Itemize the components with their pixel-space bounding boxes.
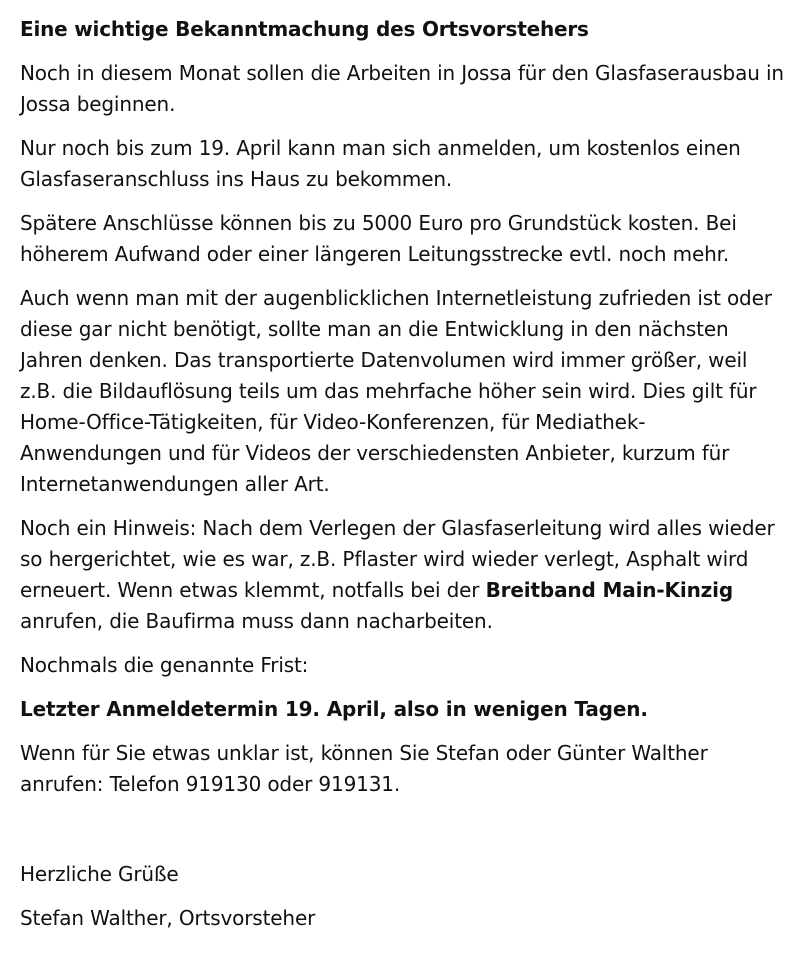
restoration-note-text: Noch ein Hinweis: Nach dem Verlegen der Glasfaserleitung wird alles wieder so hergerichtet, wie es war, z.B. Pflaster wird wieder verlegt, Asphalt wird erneuert. Wenn etwas klemmt, notfalls bei der	[20, 516, 775, 602]
signature: Stefan Walther, Ortsvorsteher	[20, 906, 316, 930]
paragraph-future-need: Auch wenn man mit der augenblicklichen Internetleistung zufrieden ist oder diese gar nicht benötigt, sollte man an die Entwicklung in den nächsten Jahren denken. Das transportierte Datenvolumen wird immer größer, weil z.B. die Bildauflösung teils um das mehrfache höher sein wird. Dies gilt für Home-Office-Tätigkeiten, für Video-Konferenzen, für Mediathek-Anwendungen und für Videos der verschiedensten Anbieter, kurzum für Internetanwendungen aller Art.	[20, 286, 772, 496]
provider-name: Breitband Main-Kinzig	[485, 578, 734, 602]
final-deadline: Letzter Anmeldetermin 19. April, also in wenigen Tagen.	[20, 697, 648, 721]
spacer	[20, 813, 786, 859]
paragraph-deadline-reminder: Nochmals die genannte Frist:	[20, 653, 309, 677]
announcement-document	[20, 14, 786, 947]
paragraph-work-start: Noch in diesem Monat sollen die Arbeiten in Jossa für den Glasfaserausbau in Jossa beginnen.	[20, 61, 784, 116]
paragraph-registration-deadline: Nur noch bis zum 19. April kann man sich anmelden, um kostenlos einen Glasfaseranschluss ins Haus zu bekommen.	[20, 136, 741, 191]
paragraph-later-costs: Spätere Anschlüsse können bis zu 5000 Euro pro Grundstück kosten. Bei höherem Aufwand oder einer längeren Leitungsstrecke evtl. noch mehr.	[20, 211, 737, 266]
paragraph-restoration-note	[20, 513, 786, 637]
restoration-note-end: anrufen, die Baufirma muss dann nacharbeiten.	[20, 609, 493, 633]
document-title: Eine wichtige Bekanntmachung des Ortsvorstehers	[20, 17, 589, 41]
paragraph-contact: Wenn für Sie etwas unklar ist, können Sie Stefan oder Günter Walther anrufen: Telefon 919130 oder 919131.	[20, 741, 708, 796]
closing-greeting: Herzliche Grüße	[20, 862, 179, 886]
